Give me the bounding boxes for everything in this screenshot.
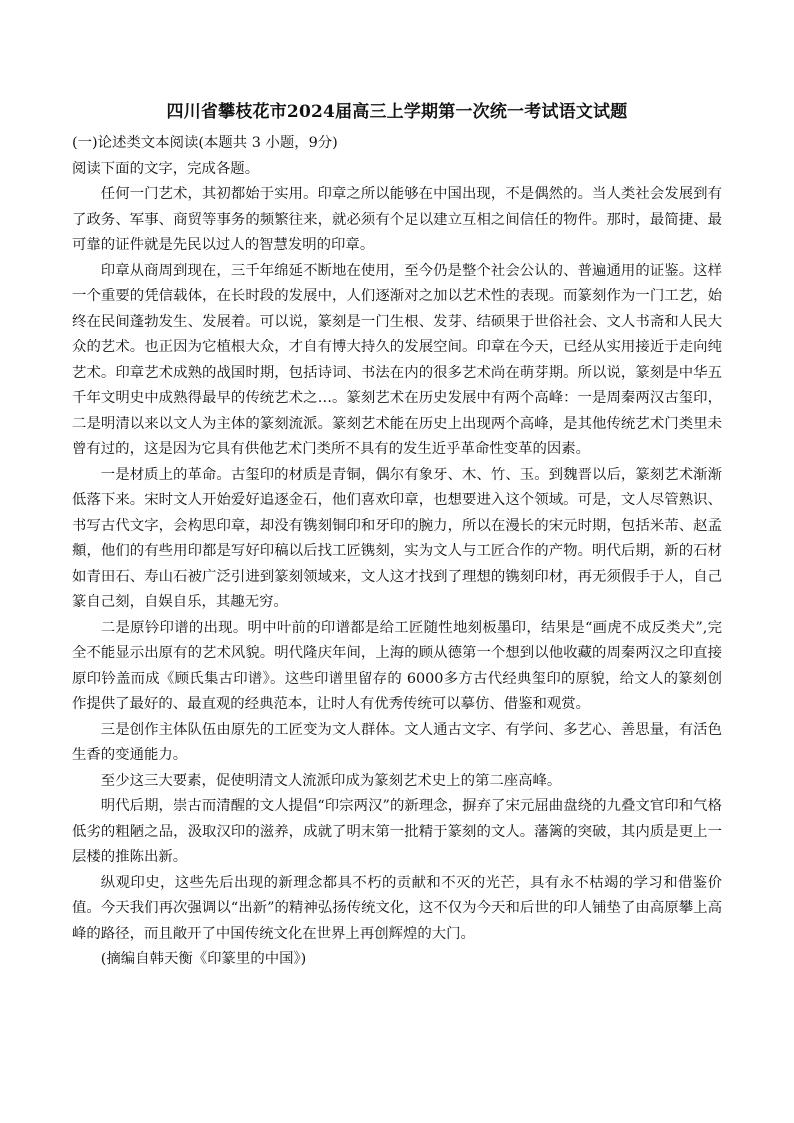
passage-body	[72, 131, 722, 973]
paragraph-6: 至少这三大要素，促使明清文人流派印成为篆刻艺术史上的第二座高峰。	[100, 772, 562, 789]
source-citation: (摘编自韩天衡《印篆里的中国》)	[100, 951, 307, 967]
paragraph-8: 纵观印史，这些先后出现的新理念都具不朽的贡献和不灭的光芒，具有永不枯竭的学习和借鉴价值。今天我们再次强调以“出新”的精神弘扬传统文化，这不仅为今天和后世的印人铺垫了由高原攀上高峰的路径，而且敞开了中国传统文化在世界上再创辉煌的大门。	[72, 874, 722, 942]
paragraph-7: 明代后期，崇古而清醒的文人提倡“印宗两汉”的新理念，摒弃了宋元屈曲盘绕的九叠文官印和气格低劣的粗陋之品，汲取汉印的滋养，成就了明末第一批精于篆刻的文人。藩篱的突破，其内质是更上一层楼的推陈出新。	[72, 798, 722, 865]
paragraph-4: 二是原钤印谱的出现。明中叶前的印谱都是给工匠随性地刻板墨印，结果是“画虎不成反类犬”,完全不能显示出原有的艺术风貌。明代隆庆年间，上海的顾从德第一个想到以他收藏的周秦两汉之印直接原印钤盖而成《顾氏集古印谱》。这些印谱里留存的 6000多方古代经典玺印的原貌，给文人的篆刻创作提供了最好的、最直观的经典范本，让时人有优秀传统可以摹仿、借鉴和观赏。	[72, 619, 722, 712]
paragraph-2: 印章从商周到现在，三千年绵延不断地在使用，至今仍是整个社会公认的、普遍通用的证鉴。这样一个重要的凭信载体，在长时段的发展中，人们逐渐对之加以艺术性的表现。而篆刻作为一门工艺，始终在民间蓬勃发生、发展着。可以说，篆刻是一门生根、发芽、结硕果于世俗社会、文人书斋和人民大众的艺术。也正因为它植根大众，才自有博大持久的发展空间。印章在今天，已经从实用接近于走向纯艺术。印章艺术成熟的战国时期，包括诗词、书法在内的很多艺术尚在萌芽期。所以说，篆刻是中华五千年文明史中成熟得最早的传统艺术之…。篆刻艺术在历史发展中有两个高峰：一是周秦两汉古玺印，二是明清以来以文人为主体的篆刻流派。篆刻艺术能在历史上出现两个高峰，是其他传统艺术门类里未曾有过的，这是因为它具有供他艺术门类所不具有的发生近乎革命性变革的因素。	[72, 262, 722, 457]
document-title: 四川省攀枝花市2024届高三上学期第一次统一考试语文试题	[166, 102, 628, 122]
section-heading: (一)论述类文本阅读(本题共 3 小题，9分)	[72, 135, 338, 151]
paragraph-5: 三是创作主体队伍由原先的工匠变为文人群体。文人通古文字、有学问、多艺心、善思量，有活色生香的变通能力。	[72, 721, 722, 763]
reading-instruction: 阅读下面的文字，完成各题。	[72, 160, 260, 177]
paragraph-1: 任何一门艺术，其初都始于实用。印章之所以能够在中国出现，不是偶然的。当人类社会发展到有了政务、军事、商贸等事务的频繁往来，就必须有个足以建立互相之间信任的物件。那时，最简捷、最可靠的证件就是先民以过人的智慧发明的印章。	[72, 186, 722, 253]
paragraph-3: 一是材质上的革命。古玺印的材质是青铜，偶尔有象牙、木、竹、玉。到魏晋以后，篆刻艺术渐渐低落下来。宋时文人开始爱好追逐金石，他们喜欢印章，也想要进入这个领域。可是，文人尽管熟识、书写古代文字，会构思印章，却没有镌刻铜印和牙印的腕力，所以在漫长的宋元时期，包括米芾、赵孟頫，他们的有些用印都是写好印稿以后找工匠镌刻，实为文人与工匠合作的产物。明代后期，新的石材如青田石、寿山石被广泛引进到篆刻领域来，文人这才找到了理想的镌刻印材，再无须假手于人，自己篆自己刻，自娱自乐，其趣无穷。	[72, 466, 722, 610]
